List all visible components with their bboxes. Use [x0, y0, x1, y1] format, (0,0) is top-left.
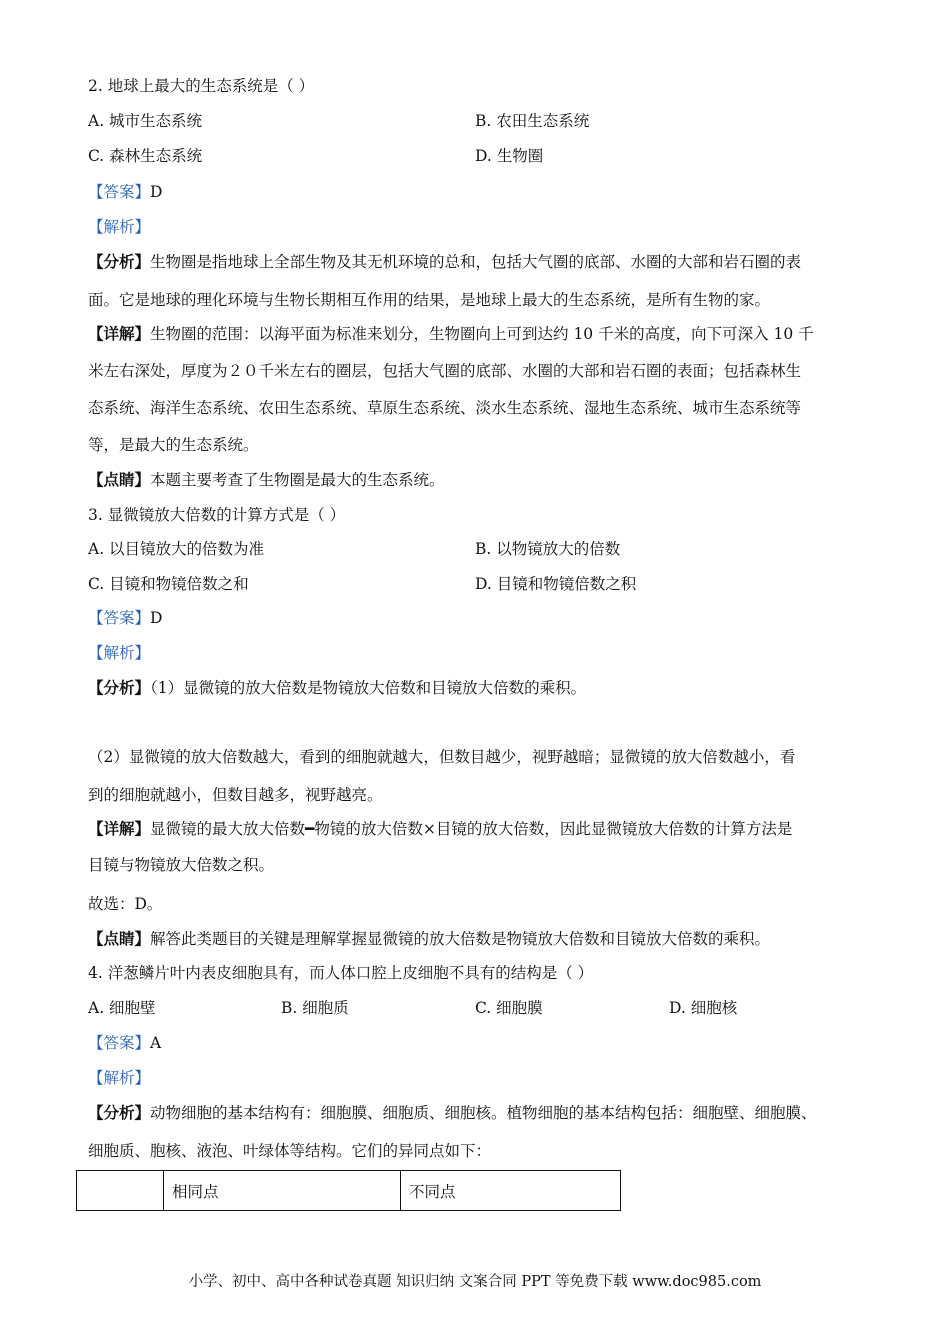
- xiangjie-text: 生物圈的范围：以海平面为标准来划分，生物圈向上可到达约 10 千米的高度，向下可深入 10 千: [150, 325, 814, 343]
- q3-option-d: D. 目镜和物镜倍数之积: [475, 575, 637, 593]
- q4-answer: [88, 1033, 161, 1053]
- fenxi-text: 动物细胞的基本结构有：细胞膜、细胞质、细胞核。植物细胞的基本结构包括：细胞壁、细胞膜、: [150, 1104, 817, 1122]
- xiangjie-tag: 【详解】: [88, 324, 151, 343]
- q2-option-a: A. 城市生态系统: [88, 112, 203, 130]
- q3-xiangjie-line-2: 目镜与物镜放大倍数之积。: [88, 856, 275, 874]
- dianjing-tag: 【点睛】: [88, 470, 151, 489]
- table-header-cell: 相同点: [164, 1171, 401, 1211]
- q3-option-c: C. 目镜和物镜倍数之和: [88, 575, 249, 593]
- q3-guxuan: 故选：D。: [88, 895, 163, 913]
- q4-option-d: D. 细胞核: [669, 999, 738, 1017]
- q4-option-a: A. 细胞壁: [88, 999, 156, 1017]
- q3-fenxi-line-2: （2）显微镜的放大倍数越大，看到的细胞就越大，但数目越少，视野越暗；显微镜的放大倍数越小，看: [88, 748, 796, 766]
- fenxi-tag: 【分析】: [88, 678, 151, 697]
- dianjing-text: 本题主要考查了生物圈是最大的生态系统。: [150, 471, 445, 489]
- table-header-cell: 不同点: [401, 1171, 621, 1211]
- answer-value: D: [150, 609, 163, 627]
- xiangjie-text: 显微镜的最大放大倍数━物镜的放大倍数×目镜的放大倍数，因此显微镜放大倍数的计算方法是: [150, 820, 793, 838]
- dianjing-tag: 【点睛】: [88, 929, 151, 948]
- comparison-table: [76, 1170, 621, 1211]
- q2-dianjing: [88, 470, 445, 490]
- page-footer: 小学、初中、高中各种试卷真题 知识归纳 文案合同 PPT 等免费下载 www.doc985.com: [188, 1274, 762, 1290]
- answer-value: D: [150, 183, 163, 201]
- fenxi-text: 生物圈是指地球上全部生物及其无机环境的总和，包括大气圈的底部、水圈的大部和岩石圈的表: [150, 253, 802, 271]
- answer-tag: 【答案】: [88, 1034, 151, 1052]
- q2-answer: [88, 182, 162, 202]
- q2-option-c: C. 森林生态系统: [88, 147, 203, 165]
- answer-tag: 【答案】: [88, 609, 151, 627]
- fenxi-text: （1）显微镜的放大倍数是物镜放大倍数和目镜放大倍数的乘积。: [150, 679, 587, 697]
- q4-fenxi-line-1: [88, 1103, 817, 1123]
- q3-dianjing: [88, 929, 770, 949]
- q2-stem: 2. 地球上最大的生态系统是（ ）: [88, 77, 315, 95]
- fenxi-tag: 【分析】: [88, 1103, 151, 1122]
- q3-option-a: A. 以目镜放大的倍数为准: [88, 540, 265, 558]
- table-header-cell: [77, 1171, 164, 1211]
- q3-analysis-tag: 【解析】: [88, 644, 151, 662]
- q4-option-b: B. 细胞质: [281, 999, 349, 1017]
- q2-fenxi-line-2: 面。它是地球的理化环境与生物长期相互作用的结果，是地球上最大的生态系统，是所有生物的家。: [88, 291, 771, 309]
- fenxi-tag: 【分析】: [88, 252, 151, 271]
- q3-fenxi-line-1: [88, 678, 586, 698]
- q2-xiangjie-line-1: [88, 324, 814, 344]
- q4-option-c: C. 细胞膜: [475, 999, 543, 1017]
- q4-fenxi-line-2: 细胞质、胞核、液泡、叶绿体等结构。它们的异同点如下：: [88, 1142, 492, 1160]
- q4-stem: 4. 洋葱鳞片叶内表皮细胞具有，而人体口腔上皮细胞不具有的结构是（ ）: [88, 964, 594, 982]
- q2-fenxi-line-1: [88, 252, 801, 272]
- answer-tag: 【答案】: [88, 183, 151, 201]
- q2-option-d: D. 生物圈: [475, 147, 544, 165]
- q2-xiangjie-line-2: 米左右深处，厚度为２０千米左右的圈层，包括大气圈的底部、水圈的大部和岩石圈的表面；包括森林生: [88, 362, 802, 380]
- q2-analysis-tag: 【解析】: [88, 218, 151, 236]
- xiangjie-tag: 【详解】: [88, 819, 151, 838]
- answer-value: A: [150, 1034, 162, 1052]
- q4-analysis-tag: 【解析】: [88, 1069, 151, 1087]
- q3-fenxi-line-3: 到的细胞就越小，但数目越多，视野越亮。: [88, 786, 383, 804]
- q2-xiangjie-line-3: 态系统、海洋生态系统、农田生态系统、草原生态系统、淡水生态系统、湿地生态系统、城市生态系统等: [88, 399, 802, 417]
- q3-answer: [88, 608, 162, 628]
- q3-xiangjie-line-1: [88, 819, 792, 839]
- q2-xiangjie-line-4: 等，是最大的生态系统。: [88, 436, 259, 454]
- q2-option-b: B. 农田生态系统: [475, 112, 590, 130]
- table-row: [77, 1171, 621, 1211]
- dianjing-text: 解答此类题目的关键是理解掌握显微镜的放大倍数是物镜放大倍数和目镜放大倍数的乘积。: [150, 930, 771, 948]
- q3-stem: 3. 显微镜放大倍数的计算方式是（ ）: [88, 506, 346, 524]
- q3-option-b: B. 以物镜放大的倍数: [475, 540, 621, 558]
